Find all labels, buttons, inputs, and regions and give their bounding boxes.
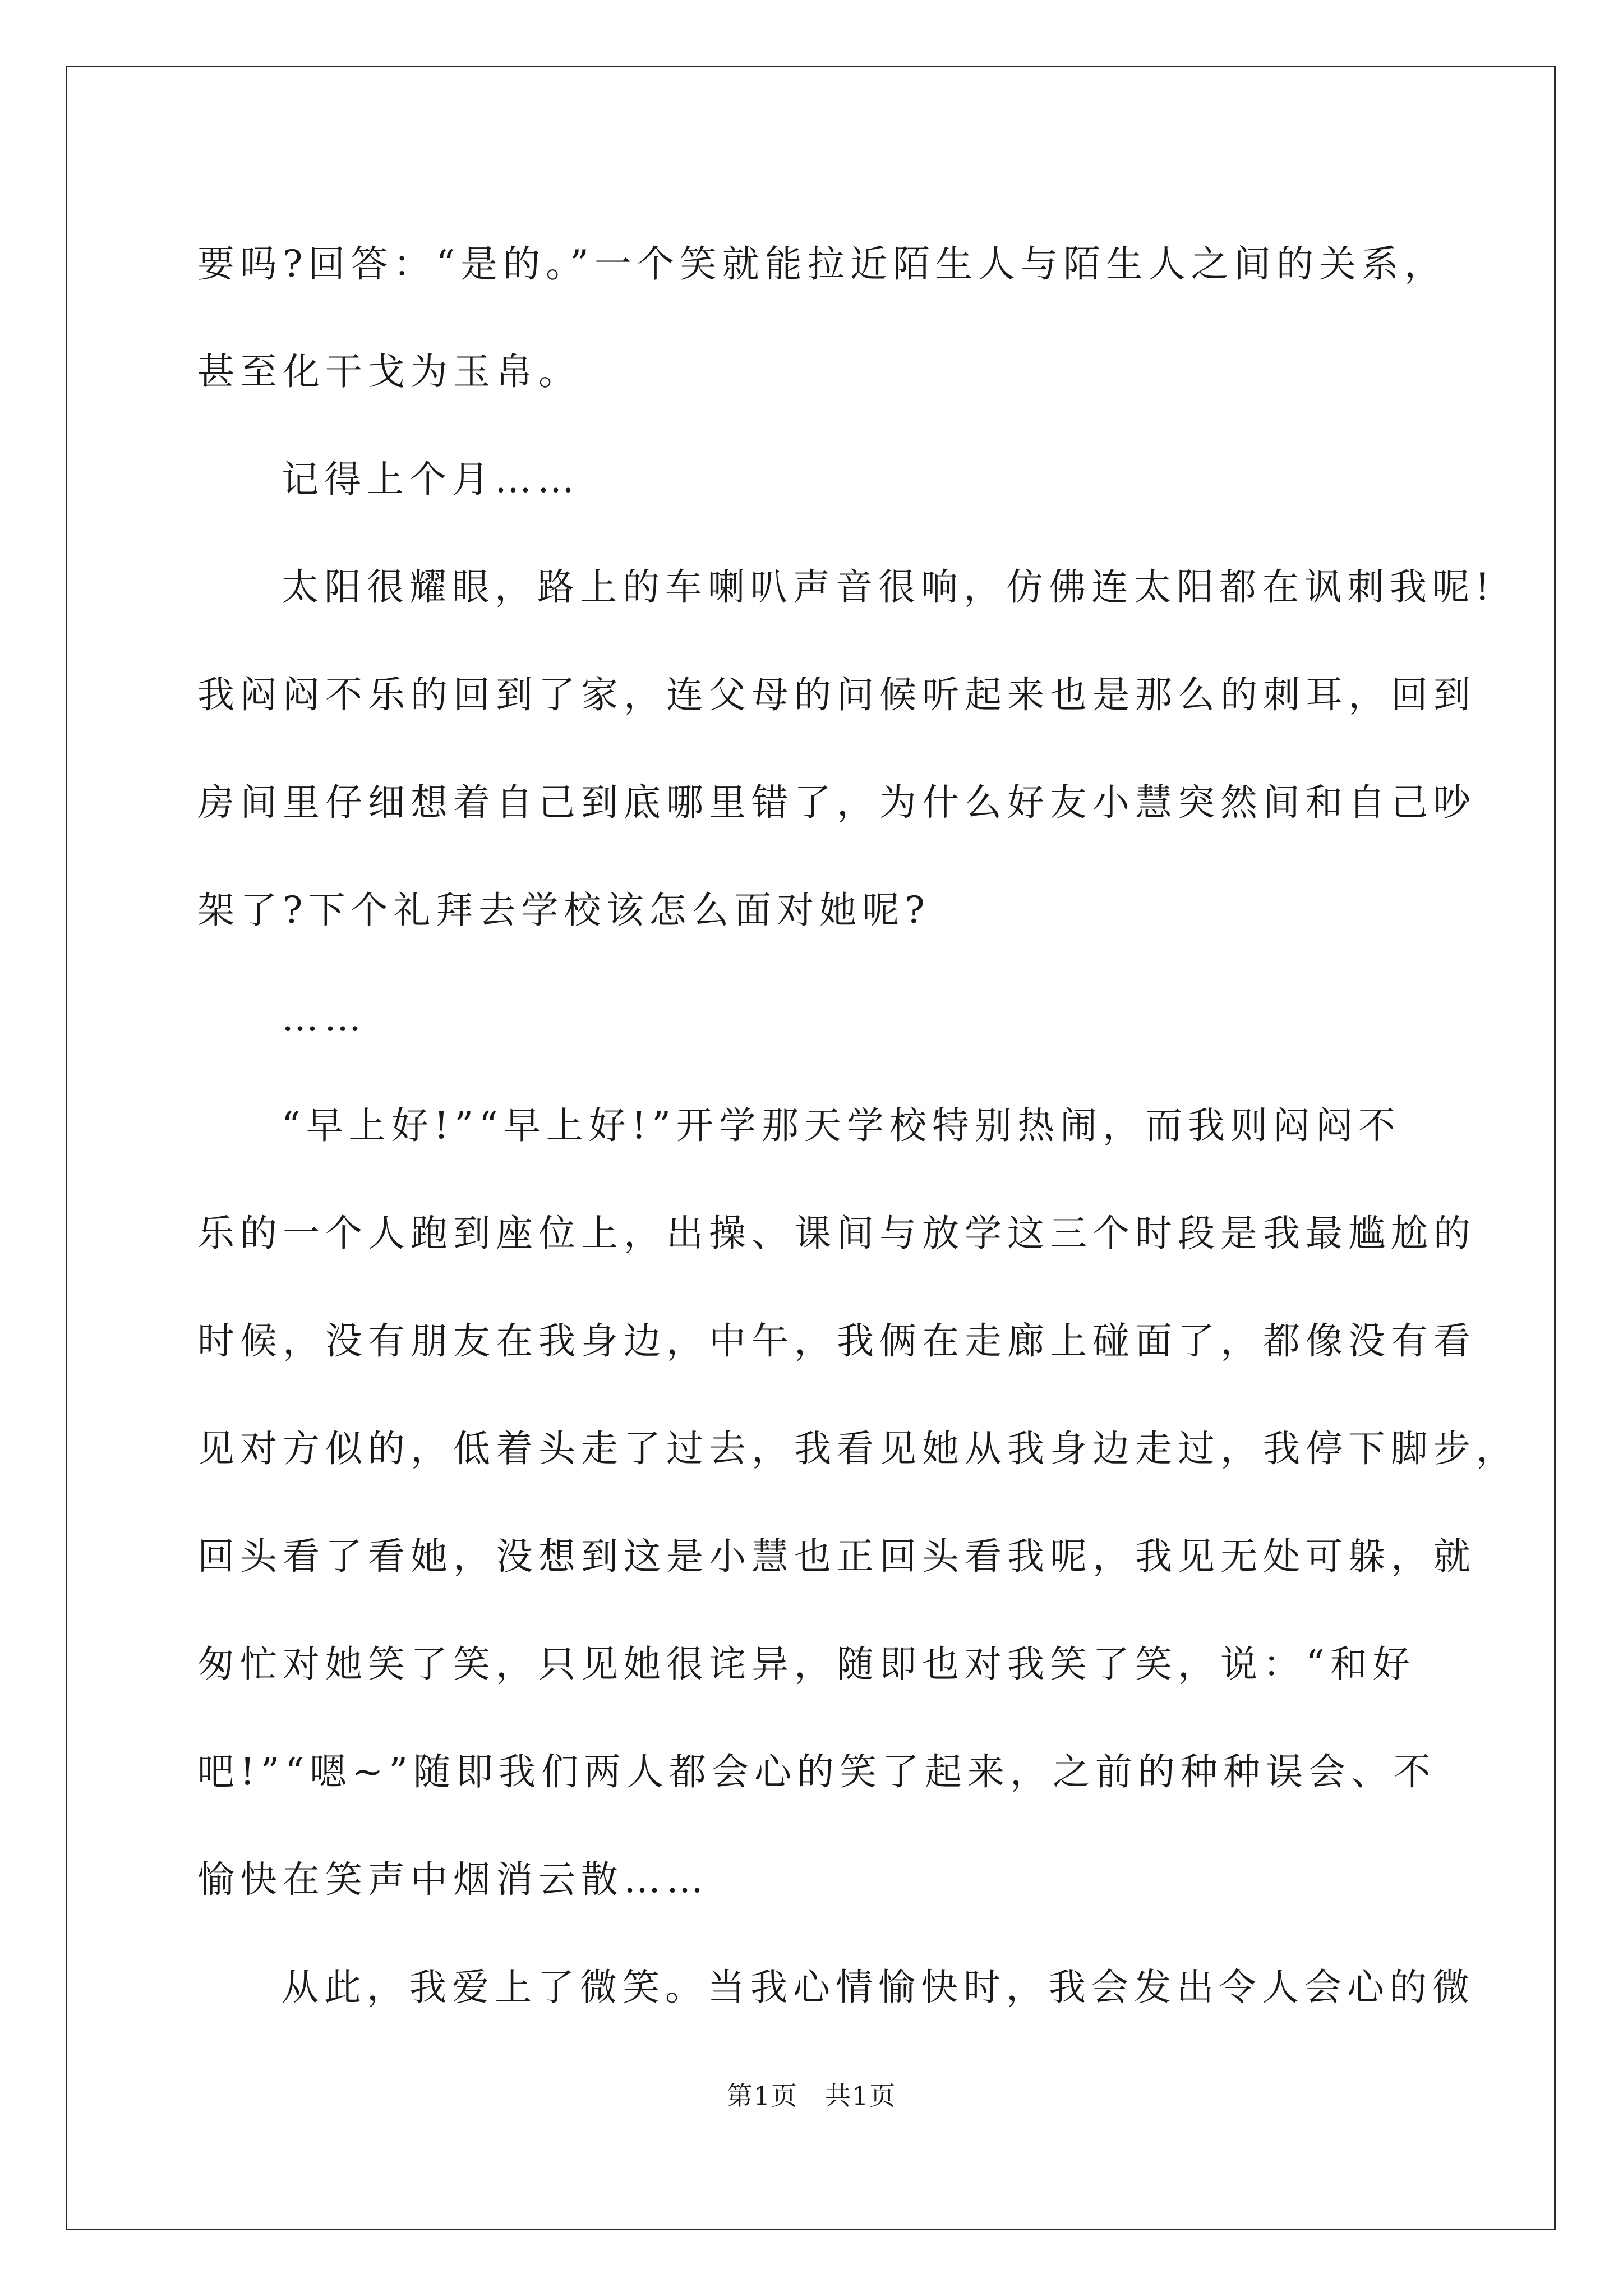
text-line: 吧!”“嗯~”随即我们两人都会心的笑了起来，之前的种种误会、不 — [197, 1750, 1437, 1793]
text-line: 我闷闷不乐的回到了家，连父母的问候听起来也是那么的刺耳，回到 — [197, 673, 1476, 716]
text-line: “早上好!”“早上好!”开学那天学校特别热闹，而我则闷闷不 — [282, 1104, 1401, 1147]
text-line: 见对方似的，低着头走了过去，我看见她从我身边走过，我停下脚步， — [197, 1427, 1519, 1470]
text-line: 匆忙对她笑了笑，只见她很诧异，随即也对我笑了笑，说：“和好 — [197, 1642, 1415, 1686]
text-line: 从此，我爱上了微笑。当我心情愉快时，我会发出令人会心的微 — [282, 1966, 1475, 2009]
document-body — [197, 210, 1519, 2041]
page-number-footer: 第1页 共1页 — [726, 2081, 897, 2111]
text-line: 太阳很耀眼，路上的车喇叭声音很响，仿佛连太阳都在讽刺我呢! — [282, 565, 1496, 609]
text-line: 房间里仔细想着自己到底哪里错了，为什么好友小慧突然间和自己吵 — [197, 781, 1476, 824]
text-line: 记得上个月…… — [282, 458, 580, 501]
text-line: 架了?下个礼拜去学校该怎么面对她呢? — [197, 889, 930, 932]
text-line: 回头看了看她，没想到这是小慧也正回头看我呢，我见无处可躲，就 — [197, 1535, 1476, 1578]
text-line: 乐的一个人跑到座位上，出操、课间与放学这三个时段是我最尴尬的 — [197, 1212, 1476, 1255]
text-line: 愉快在笑声中烟消云散…… — [197, 1858, 709, 1901]
text-line: …… — [282, 996, 367, 1039]
text-line: 甚至化干戈为玉帛。 — [197, 350, 581, 393]
text-line: 要吗?回答：“是的。”一个笑就能拉近陌生人与陌生人之间的关系， — [197, 242, 1447, 286]
text-line: 时候，没有朋友在我身边，中午，我俩在走廊上碰面了，都像没有看 — [197, 1319, 1476, 1363]
